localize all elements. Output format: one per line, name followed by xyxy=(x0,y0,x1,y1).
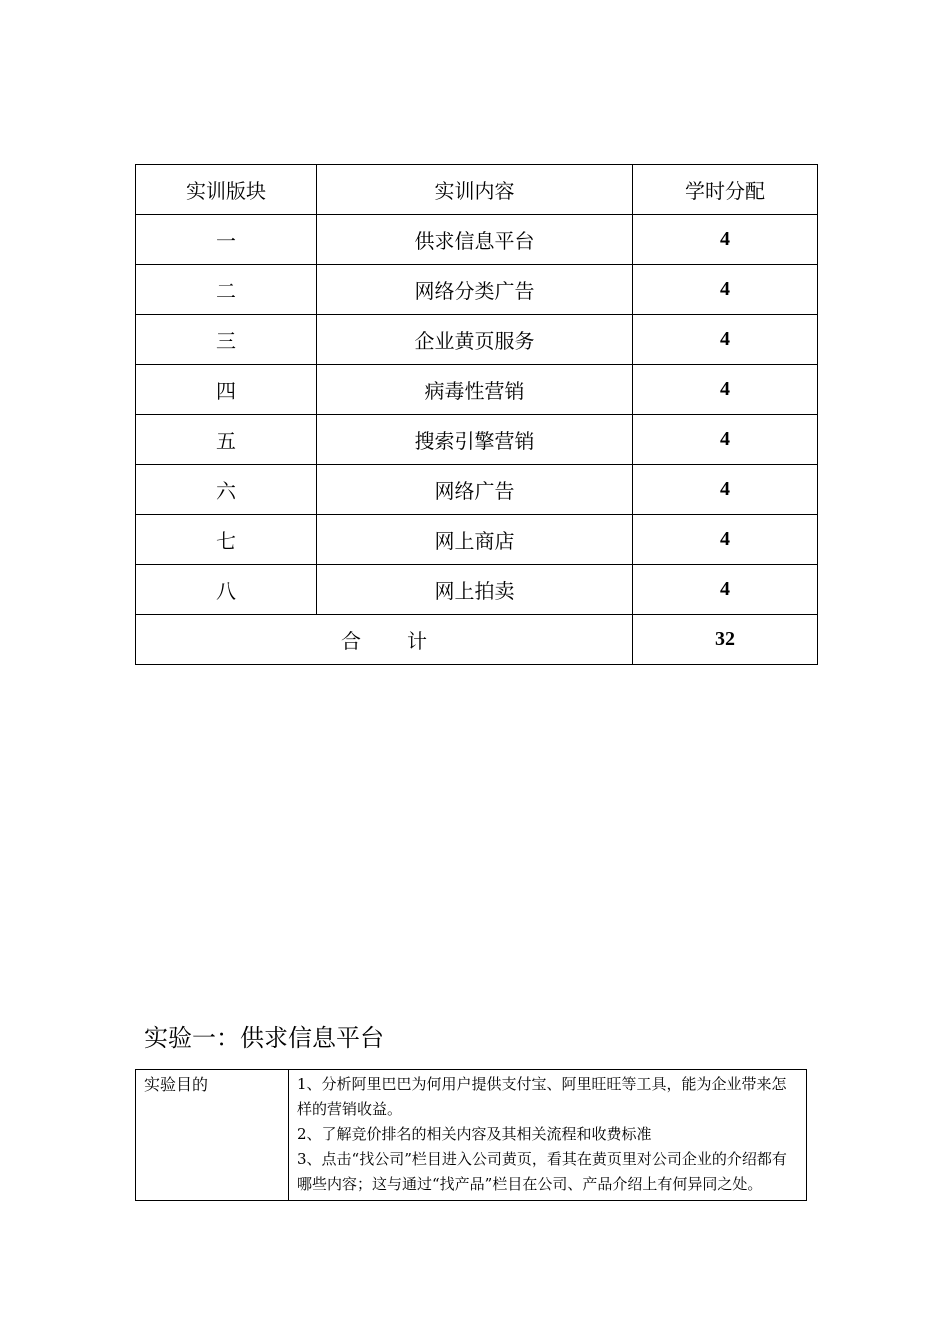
row-hours: 4 xyxy=(633,415,818,465)
purpose-content xyxy=(289,1070,807,1201)
row-hours: 4 xyxy=(633,265,818,315)
total-hours: 32 xyxy=(633,615,818,665)
row-block: 一 xyxy=(136,215,317,265)
row-content: 病毒性营销 xyxy=(317,365,633,415)
purpose-item: 2、了解竞价排名的相关内容及其相关流程和收费标准 xyxy=(297,1125,652,1143)
table-row xyxy=(136,515,818,565)
row-content: 企业黄页服务 xyxy=(317,315,633,365)
table-row xyxy=(136,315,818,365)
row-content: 搜索引擎营销 xyxy=(317,415,633,465)
row-content: 供求信息平台 xyxy=(317,215,633,265)
table-row xyxy=(136,215,818,265)
row-hours: 4 xyxy=(633,565,818,615)
purpose-item: 1、分析阿里巴巴为何用户提供支付宝、阿里旺旺等工具，能为企业带来怎样的营销收益。 xyxy=(297,1075,787,1118)
header-content: 实训内容 xyxy=(317,165,633,215)
row-hours: 4 xyxy=(633,215,818,265)
training-schedule-table xyxy=(135,164,818,665)
purpose-label: 实验目的 xyxy=(136,1070,289,1201)
row-block: 六 xyxy=(136,465,317,515)
experiment-purpose-table xyxy=(135,1069,807,1201)
purpose-item: 3、点击“找公司”栏目进入公司黄页，看其在黄页里对公司企业的介绍都有哪些内容；这与通过“找产品”栏目在公司、产品介绍上有何异同之处。 xyxy=(297,1150,787,1193)
row-block: 五 xyxy=(136,415,317,465)
table-header-row xyxy=(136,165,818,215)
row-block: 八 xyxy=(136,565,317,615)
table-row xyxy=(136,265,818,315)
header-block: 实训版块 xyxy=(136,165,317,215)
row-block: 四 xyxy=(136,365,317,415)
purpose-row xyxy=(136,1070,807,1201)
header-hours: 学时分配 xyxy=(633,165,818,215)
total-row xyxy=(136,615,818,665)
experiment-title: 实验一：供求信息平台 xyxy=(144,1024,384,1052)
table-row xyxy=(136,565,818,615)
total-label-left: 合 xyxy=(341,629,361,653)
row-block: 七 xyxy=(136,515,317,565)
total-label-right: 计 xyxy=(407,629,427,653)
row-content: 网上拍卖 xyxy=(317,565,633,615)
total-label xyxy=(136,615,633,665)
table-row xyxy=(136,365,818,415)
row-content: 网上商店 xyxy=(317,515,633,565)
table-row xyxy=(136,465,818,515)
row-hours: 4 xyxy=(633,365,818,415)
row-block: 三 xyxy=(136,315,317,365)
row-content: 网络广告 xyxy=(317,465,633,515)
row-hours: 4 xyxy=(633,515,818,565)
table-row xyxy=(136,415,818,465)
row-hours: 4 xyxy=(633,465,818,515)
row-hours: 4 xyxy=(633,315,818,365)
row-block: 二 xyxy=(136,265,317,315)
row-content: 网络分类广告 xyxy=(317,265,633,315)
